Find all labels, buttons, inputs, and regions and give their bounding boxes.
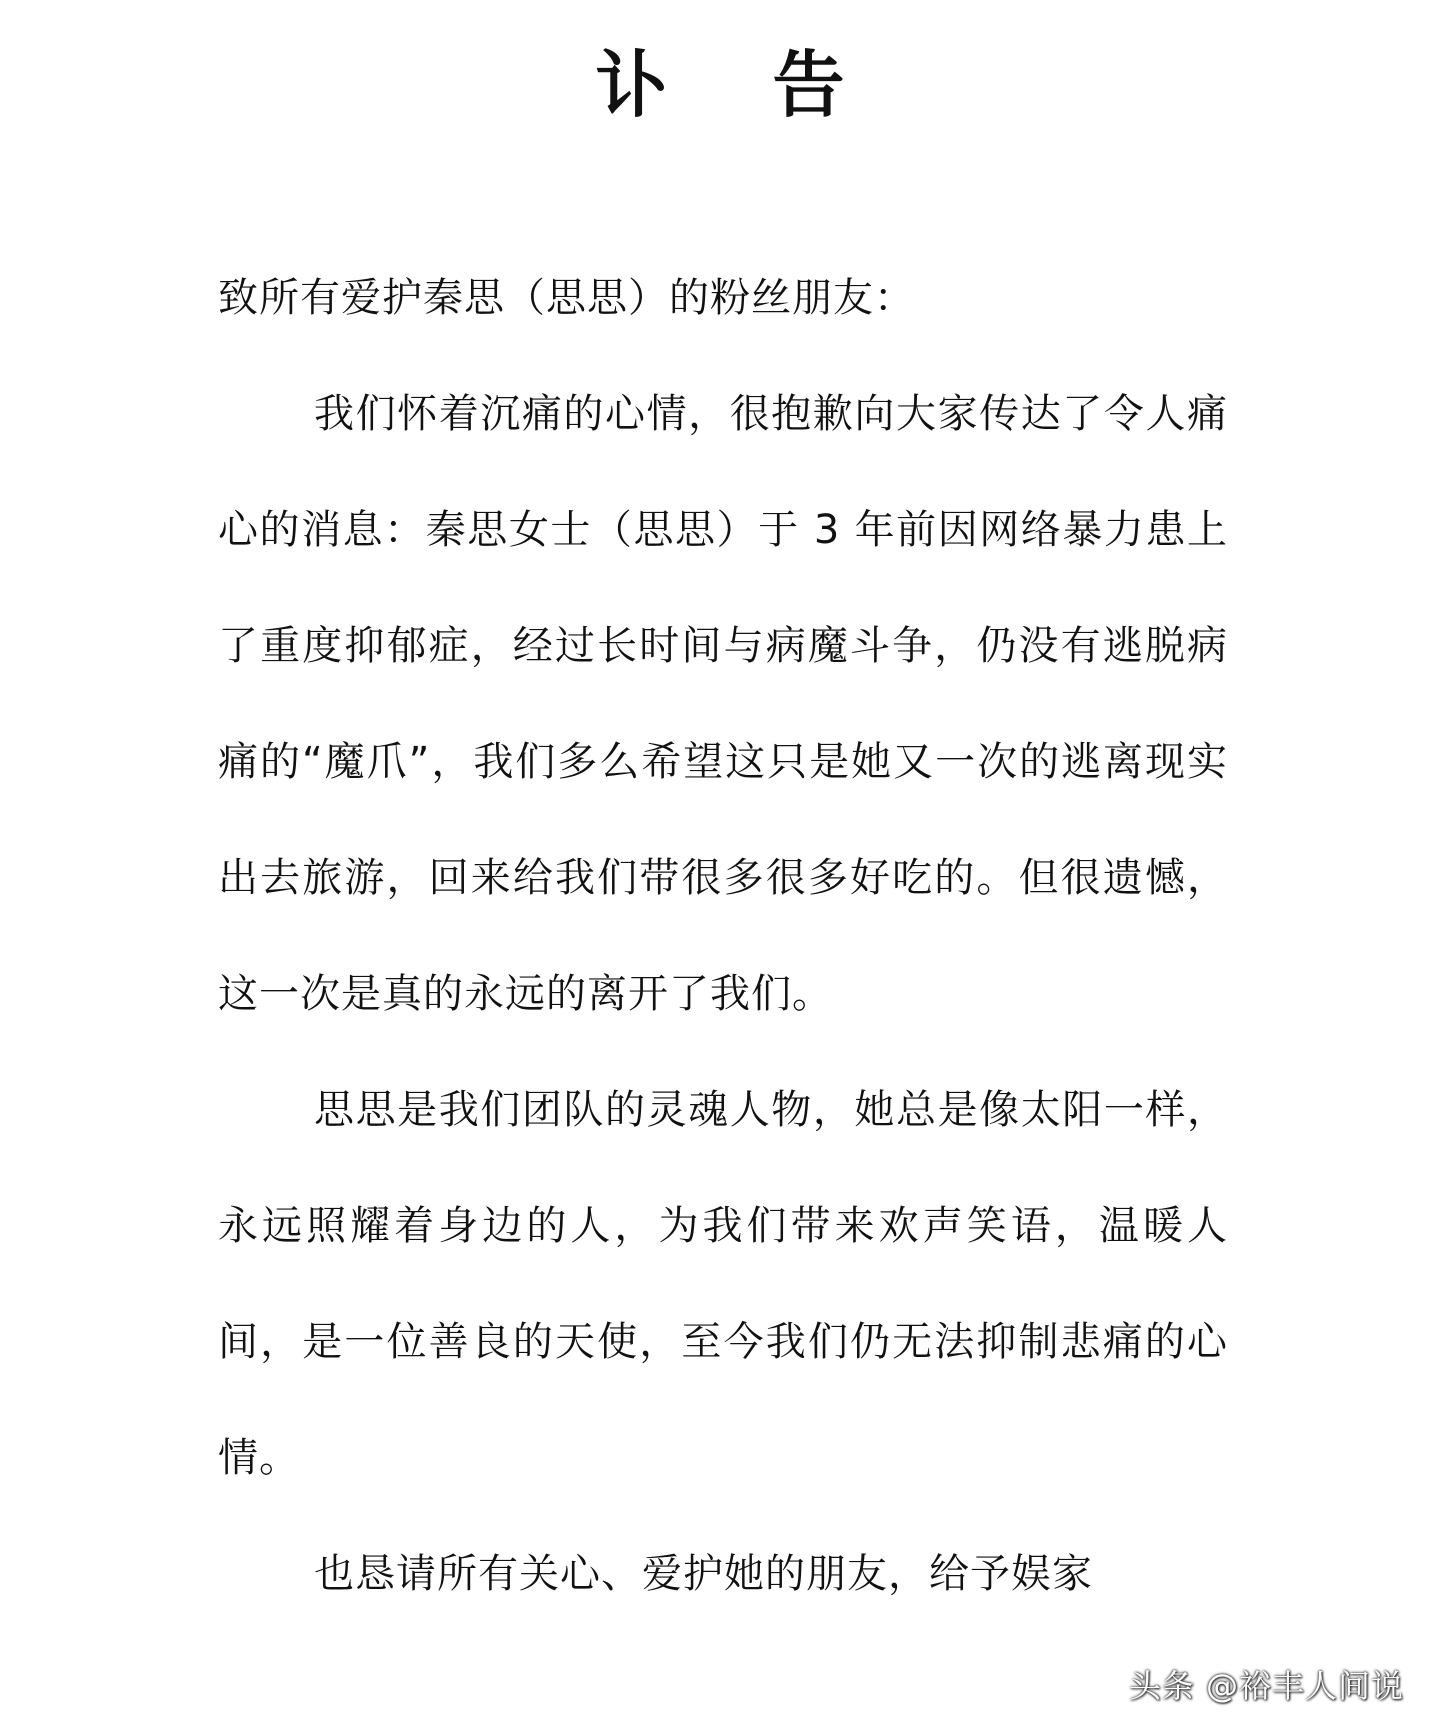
page-title: 讣 告 bbox=[595, 43, 885, 127]
source-watermark: 头条 @裕丰人间说 bbox=[1128, 1667, 1404, 1705]
paragraph-3: 也恳请所有关心、爱护她的朋友，给予娱家 bbox=[314, 1551, 1093, 1597]
paragraph-2: 思思是我们团队的灵魂人物，她总是像太阳一样，永远照耀着身边的人，为我们带来欢声笑语，温暖人间，是一位善良的天使，至今我们仍无法抑制悲痛的心情。 bbox=[218, 1087, 1228, 1481]
obituary-body bbox=[218, 240, 1228, 1632]
paragraph-1: 我们怀着沉痛的心情，很抱歉向大家传达了令人痛心的消息：秦思女士（思思）于 3 年前因网络暴力患上了重度抑郁症，经过长时间与病魔斗争，仍没有逃脱病痛的“魔爪”，我们多么希望这只是她又一次的逃离现实出去旅游，回来给我们带很多很多好吃的。但很遗憾，这一次是真的永远的离开了我们。 bbox=[218, 391, 1228, 1017]
salutation: 致所有爱护秦思（思思）的粉丝朋友： bbox=[218, 275, 915, 321]
